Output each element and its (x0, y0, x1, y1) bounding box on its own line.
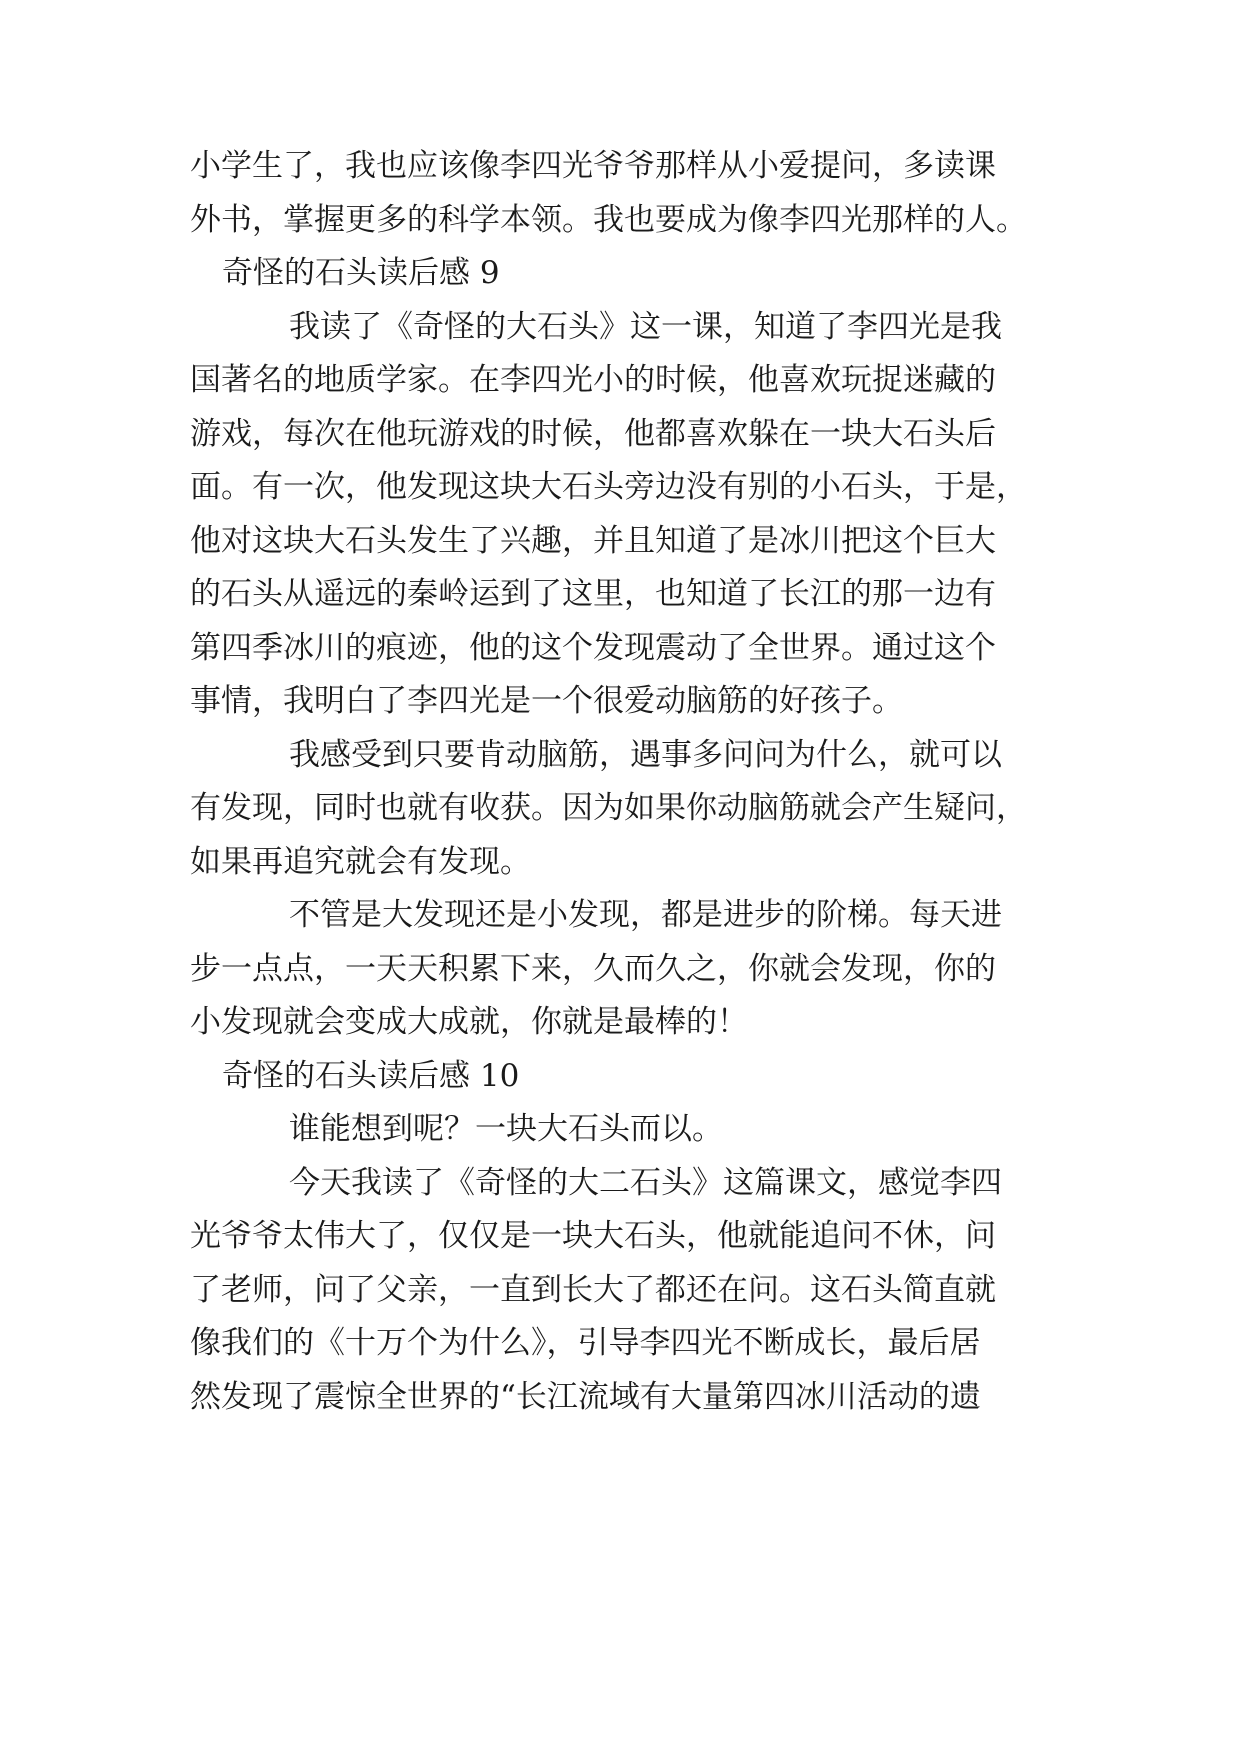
paragraph-line: 面。有一次，他发现这块大石头旁边没有别的小石头，于是， (190, 469, 1027, 505)
section-heading: 奇怪的石头读后感 9 (222, 255, 500, 291)
paragraph-line: 小学生了，我也应该像李四光爷爷那样从小爱提问，多读课 (190, 148, 996, 184)
paragraph-line: 他对这块大石头发生了兴趣，并且知道了是冰川把这个巨大 (190, 523, 996, 559)
paragraph-line: 今天我读了《奇怪的大二石头》这篇课文，感觉李四 (289, 1165, 1002, 1201)
paragraph-line: 然发现了震惊全世界的“长江流域有大量第四冰川活动的遗 (190, 1379, 981, 1415)
paragraph-line: 步一点点，一天天积累下来，久而久之，你就会发现，你的 (190, 951, 996, 987)
paragraph-line: 有发现，同时也就有收获。因为如果你动脑筋就会产生疑问， (190, 790, 1027, 826)
paragraph-line: 的石头从遥远的秦岭运到了这里，也知道了长江的那一边有 (190, 576, 996, 612)
paragraph-line: 小发现就会变成大成就，你就是最棒的！ (190, 1004, 748, 1040)
paragraph-line: 不管是大发现还是小发现，都是进步的阶梯。每天进 (289, 897, 1002, 933)
paragraph-line: 外书，掌握更多的科学本领。我也要成为像李四光那样的人。 (190, 202, 1027, 238)
paragraph-line: 我感受到只要肯动脑筋，遇事多问问为什么，就可以 (289, 737, 1002, 773)
paragraph-line: 游戏，每次在他玩游戏的时候，他都喜欢躲在一块大石头后 (190, 416, 996, 452)
section-heading: 奇怪的石头读后感 10 (222, 1058, 520, 1094)
paragraph-line: 第四季冰川的痕迹，他的这个发现震动了全世界。通过这个 (190, 630, 996, 666)
paragraph-line: 我读了《奇怪的大石头》这一课，知道了李四光是我 (289, 309, 1002, 345)
paragraph-line: 国著名的地质学家。在李四光小的时候，他喜欢玩捉迷藏的 (190, 362, 996, 398)
paragraph-line: 事情，我明白了李四光是一个很爱动脑筋的好孩子。 (190, 683, 903, 719)
paragraph-line: 了老师，问了父亲，一直到长大了都还在问。这石头简直就 (190, 1272, 996, 1308)
paragraph-line: 如果再追究就会有发现。 (190, 844, 531, 880)
paragraph-line: 光爷爷太伟大了，仅仅是一块大石头，他就能追问不休，问 (190, 1218, 996, 1254)
paragraph-line: 像我们的《十万个为什么》，引导李四光不断成长，最后居 (190, 1325, 981, 1361)
paragraph-line: 谁能想到呢？一块大石头而以。 (289, 1111, 723, 1147)
